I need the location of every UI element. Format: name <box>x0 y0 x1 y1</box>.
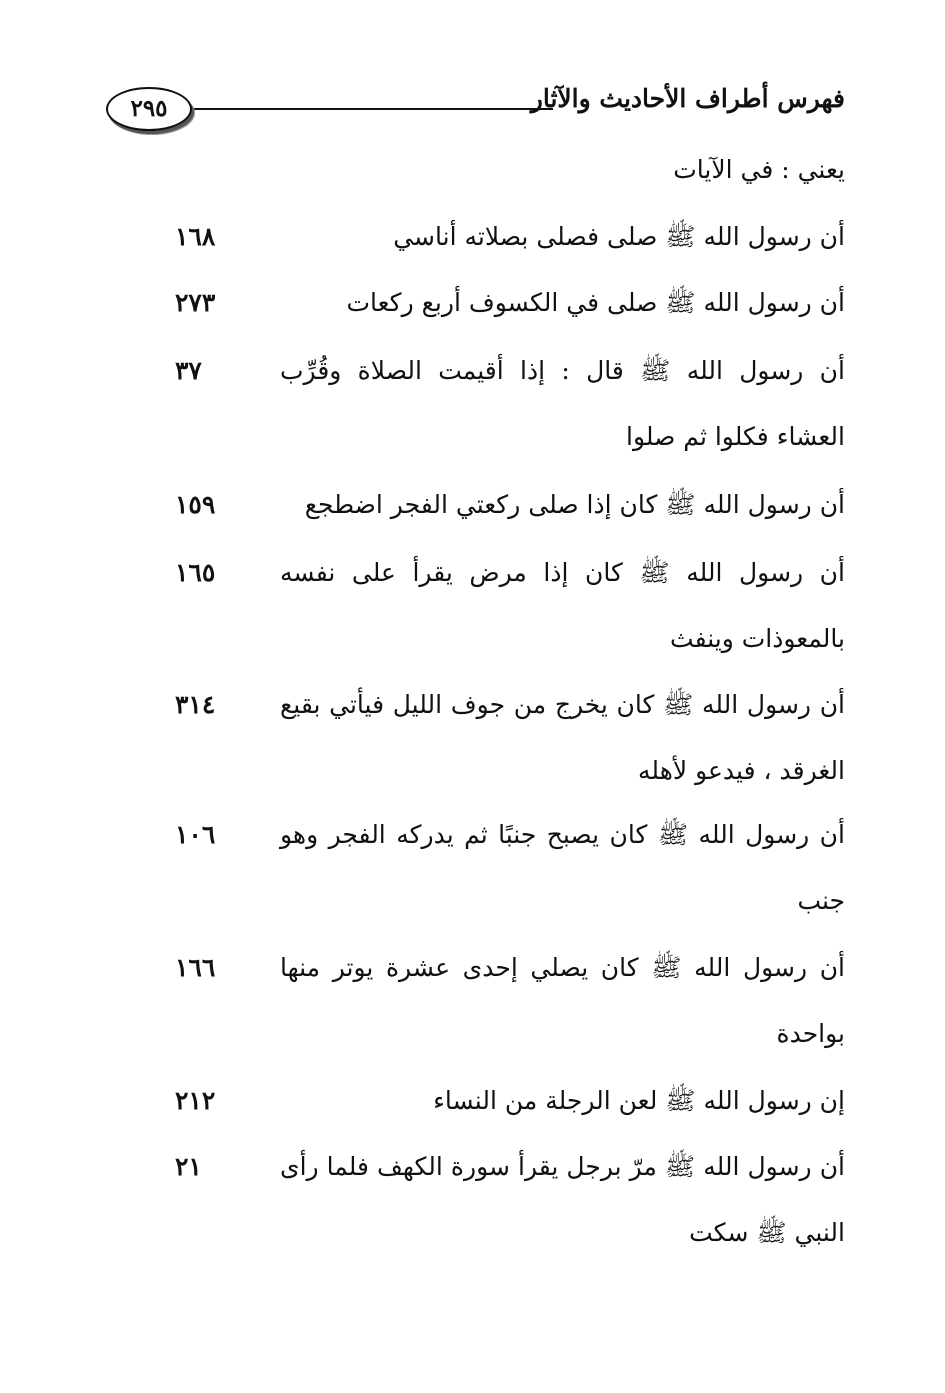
entry-page-number: ٣٧ <box>175 356 202 385</box>
index-entry <box>280 540 845 672</box>
index-entry <box>280 1134 845 1266</box>
index-entry <box>280 472 845 538</box>
entry-page-number: ١٥٩ <box>175 490 216 519</box>
index-entry <box>280 935 845 1067</box>
index-entry <box>280 1068 845 1134</box>
entry-text: أن رسول الله ﷺ كان إذا مرض يقرأ على نفسه بالمعوذات وينفث <box>280 558 845 653</box>
entry-page-number: ١٦٦ <box>175 953 216 982</box>
page-number-badge: ٢٩٥ <box>106 87 192 131</box>
entry-page-number: ٣١٤ <box>175 690 216 719</box>
entry-text: أن رسول الله ﷺ مرّ برجل يقرأ سورة الكهف فلما رأى النبي ﷺ سكت <box>280 1152 845 1247</box>
entry-text: أن رسول الله ﷺ كان يصلي إحدى عشرة يوتر منها بواحدة <box>280 953 845 1048</box>
entry-page-number: ٢١٢ <box>175 1086 216 1115</box>
entry-text: إن رسول الله ﷺ لعن الرجلة من النساء <box>433 1086 845 1115</box>
entry-text: أن رسول الله ﷺ كان يصبح جنبًا ثم يدركه الفجر وهو جنب <box>280 820 845 915</box>
entry-text: أن رسول الله ﷺ صلى فصلى بصلاته أناسي <box>393 222 845 251</box>
index-entry <box>280 204 845 270</box>
entry-text: أن رسول الله ﷺ كان إذا صلى ركعتي الفجر اضطجع <box>304 490 845 519</box>
entry-page-number: ١٦٥ <box>175 558 216 587</box>
entry-text: أن رسول الله ﷺ صلى في الكسوف أربع ركعات <box>346 288 845 317</box>
intro-line: يعني : في الآيات <box>673 155 845 184</box>
running-header <box>100 82 845 132</box>
index-entry <box>280 270 845 336</box>
entry-page-number: ١٦٨ <box>175 222 216 251</box>
index-entry <box>280 672 845 804</box>
entry-text: أن رسول الله ﷺ كان يخرج من جوف الليل فيأتي بقيع الغرقد ، فيدعو لأهله <box>280 690 845 785</box>
index-entry <box>280 802 845 934</box>
entry-text: أن رسول الله ﷺ قال : إذا أقيمت الصلاة وقُرِّب العشاء فكلوا ثم صلوا <box>280 356 845 451</box>
header-rule <box>192 108 553 110</box>
entry-page-number: ٢١ <box>175 1152 202 1181</box>
index-entry <box>280 338 845 470</box>
header-title: فهرس أطراف الأحاديث والآثار <box>530 84 845 113</box>
entry-page-number: ١٠٦ <box>175 820 216 849</box>
entry-page-number: ٢٧٣ <box>175 288 216 317</box>
